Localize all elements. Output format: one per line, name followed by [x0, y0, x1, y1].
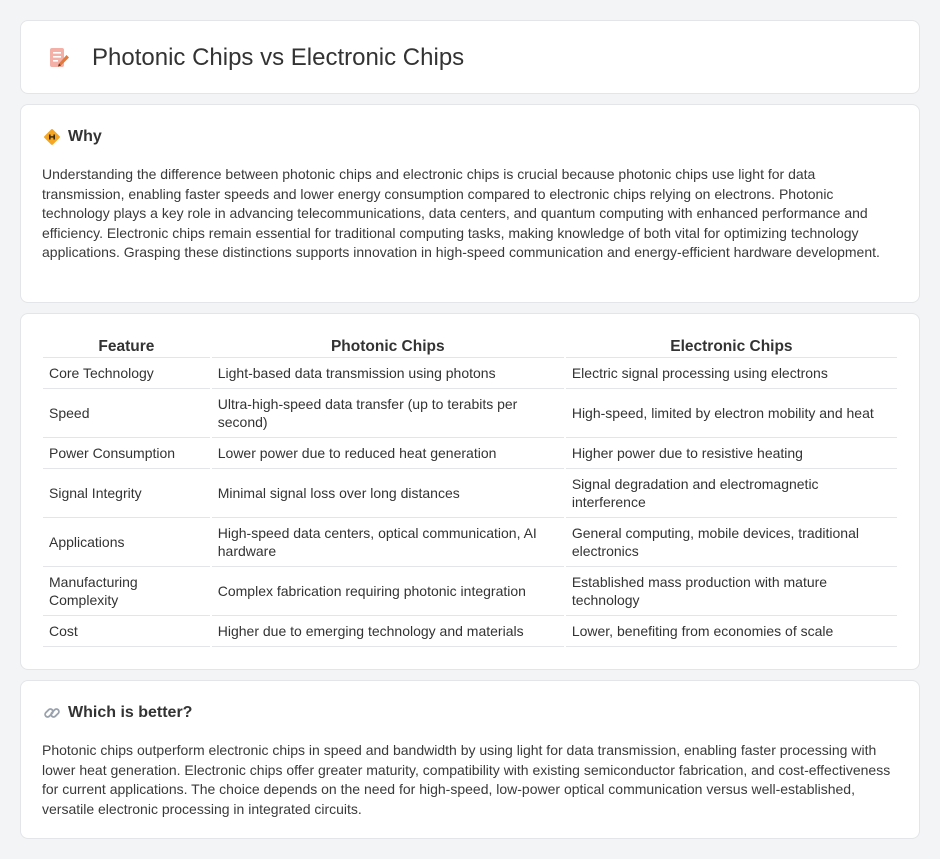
- feature-cell: Cost: [43, 616, 210, 647]
- why-body: Understanding the difference between photonic chips and electronic chips is crucial because photonic chips use light for data transmission, enabling faster speeds and lower energy consumption compared to electronic chips relying on electrons. Photonic technology plays a key role in advancing telecommunications, data centers, and quantum computing with enhanced performance and efficiency. Electronic chips remain essential for traditional computing tasks, making knowledge of both vital for optimizing technology applications. Grasping these distinctions supports innovation in high-speed communication and energy-efficient hardware development.: [42, 166, 880, 260]
- page-title: Photonic Chips vs Electronic Chips: [92, 44, 465, 71]
- table-row: [43, 389, 897, 438]
- better-body: Photonic chips outperform electronic chips in speed and bandwidth by using light for data transmission, enabling faster processing with lower heat generation. Electronic chips offer greater maturity, compatibility with existing semiconductor fabrication, and cost-effectiveness for current applications. The choice depends on the need for high-speed, low-power optical communication versus well-established, versatile electronic processing in integrated circuits.: [42, 742, 891, 817]
- header-electronic: Electronic Chips: [566, 336, 897, 358]
- why-section: [20, 104, 920, 303]
- electronic-cell: High-speed, limited by electron mobility and heat: [566, 389, 897, 438]
- table-row: [43, 518, 897, 567]
- link-icon: [43, 704, 61, 722]
- photonic-cell: High-speed data centers, optical communication, AI hardware: [212, 518, 564, 567]
- table-row: [43, 616, 897, 647]
- feature-cell: Power Consumption: [43, 438, 210, 469]
- electronic-cell: Signal degradation and electromagnetic interference: [566, 469, 897, 518]
- why-heading: [43, 127, 102, 147]
- better-section: [20, 680, 920, 839]
- photonic-cell: Minimal signal loss over long distances: [212, 469, 564, 518]
- why-title: Why: [68, 128, 102, 145]
- better-heading: [43, 703, 192, 723]
- electronic-cell: Electric signal processing using electrons: [566, 358, 897, 389]
- electronic-cell: Higher power due to resistive heating: [566, 438, 897, 469]
- electronic-cell: General computing, mobile devices, traditional electronics: [566, 518, 897, 567]
- photonic-cell: Higher due to emerging technology and materials: [212, 616, 564, 647]
- table-row: [43, 567, 897, 616]
- document-pencil-icon: [47, 46, 71, 70]
- feature-cell: Speed: [43, 389, 210, 438]
- header-photonic: Photonic Chips: [212, 336, 564, 358]
- photonic-cell: Lower power due to reduced heat generation: [212, 438, 564, 469]
- table-header-row: [43, 336, 897, 358]
- photonic-cell: Light-based data transmission using photons: [212, 358, 564, 389]
- table-row: [43, 358, 897, 389]
- table-row: [43, 469, 897, 518]
- diamond-sign-icon: [43, 128, 61, 146]
- electronic-cell: Established mass production with mature technology: [566, 567, 897, 616]
- feature-cell: Manufacturing Complexity: [43, 567, 210, 616]
- header-feature: Feature: [43, 336, 210, 358]
- photonic-cell: Complex fabrication requiring photonic integration: [212, 567, 564, 616]
- electronic-cell: Lower, benefiting from economies of scale: [566, 616, 897, 647]
- comparison-section: [20, 313, 920, 670]
- title-card: [20, 20, 920, 94]
- feature-cell: Applications: [43, 518, 210, 567]
- photonic-cell: Ultra-high-speed data transfer (up to terabits per second): [212, 389, 564, 438]
- better-title: Which is better?: [68, 704, 193, 721]
- feature-cell: Core Technology: [43, 358, 210, 389]
- table-row: [43, 438, 897, 469]
- feature-cell: Signal Integrity: [43, 469, 210, 518]
- comparison-table: [41, 336, 899, 647]
